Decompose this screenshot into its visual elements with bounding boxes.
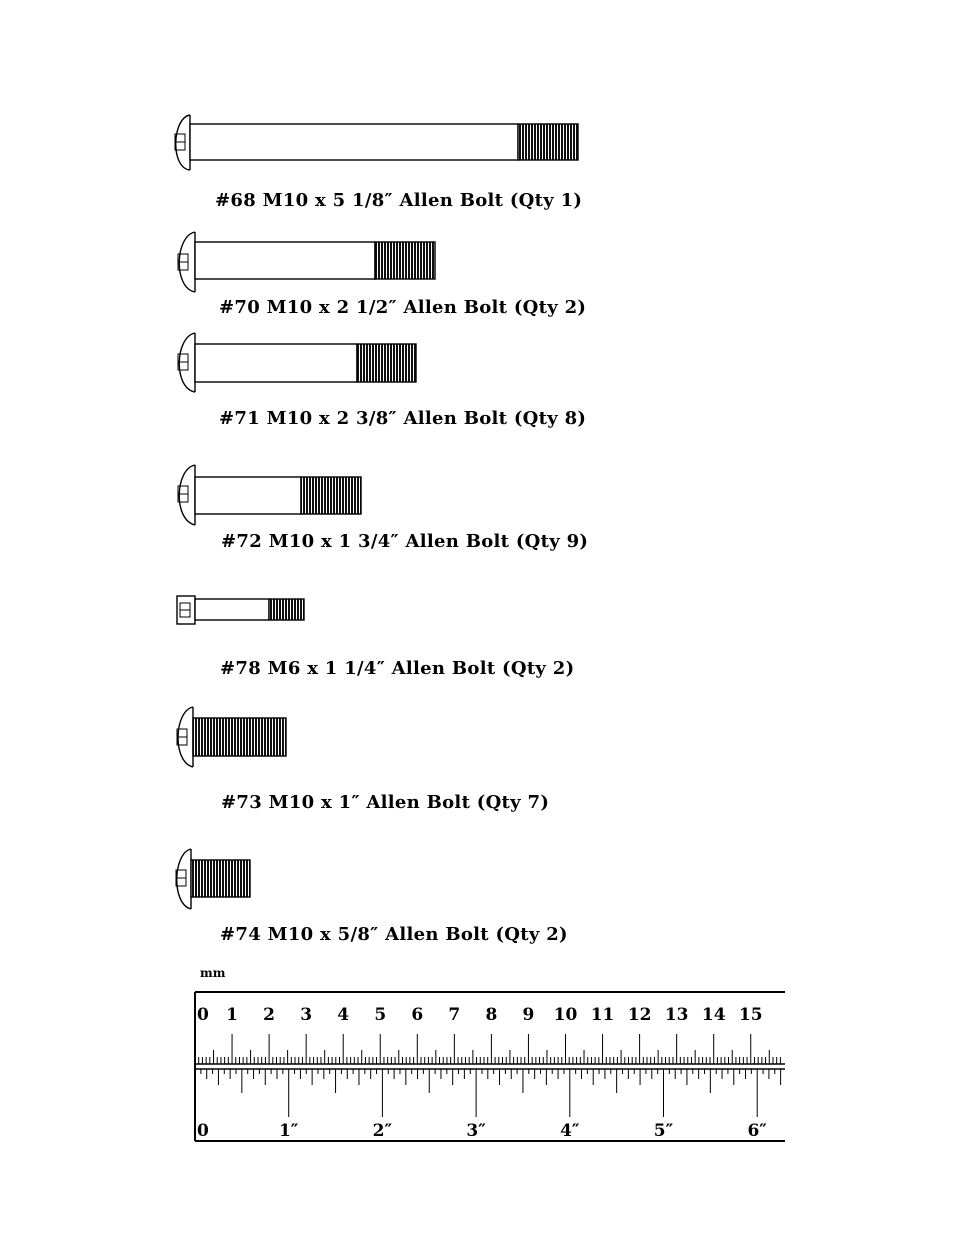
cm-tick-label: 0 xyxy=(197,1005,209,1025)
inch-tick-label: 1″ xyxy=(278,1121,299,1141)
inch-tick-label: 4″ xyxy=(560,1121,580,1141)
bolt-72-label: #72 M10 x 1 3/4″ Allen Bolt (Qty 9) xyxy=(221,531,589,552)
cm-tick-label: 9 xyxy=(522,1005,535,1025)
inch-tick-label: 6″ xyxy=(747,1121,767,1141)
cm-tick-label: 11 xyxy=(590,1005,615,1025)
inch-tick-label: 0 xyxy=(197,1121,209,1141)
cm-tick-label: 3 xyxy=(300,1005,313,1025)
cm-tick-label: 7 xyxy=(448,1005,461,1025)
cm-tick-label: 1 xyxy=(226,1005,238,1025)
bolt-78-label: #78 M6 x 1 1/4″ Allen Bolt (Qty 2) xyxy=(220,658,575,679)
ruler-unit-label: mm xyxy=(200,966,226,980)
inch-tick-label: 5″ xyxy=(653,1121,674,1141)
cm-tick-label: 8 xyxy=(485,1005,498,1025)
cm-tick-label: 14 xyxy=(701,1005,726,1025)
cm-tick-label: 2 xyxy=(263,1005,276,1025)
inch-tick-label: 3″ xyxy=(466,1121,486,1141)
cm-tick-label: 15 xyxy=(738,1005,763,1025)
bolt-73-label: #73 M10 x 1″ Allen Bolt (Qty 7) xyxy=(221,792,550,813)
bolt-68-label: #68 M10 x 5 1/8″ Allen Bolt (Qty 1) xyxy=(215,190,583,211)
cm-tick-label: 10 xyxy=(553,1005,578,1025)
cm-tick-label: 5 xyxy=(374,1005,387,1025)
cm-tick-label: 4 xyxy=(337,1005,350,1025)
bolt-71-label: #71 M10 x 2 3/8″ Allen Bolt (Qty 8) xyxy=(219,408,587,429)
cm-tick-label: 6 xyxy=(411,1005,424,1025)
bolt-70-label: #70 M10 x 2 1/2″ Allen Bolt (Qty 2) xyxy=(219,297,587,318)
cm-tick-label: 12 xyxy=(627,1005,652,1025)
inch-tick-label: 2″ xyxy=(372,1121,393,1141)
bolt-74-label: #74 M10 x 5/8″ Allen Bolt (Qty 2) xyxy=(220,924,568,945)
cm-tick-label: 13 xyxy=(664,1005,689,1025)
